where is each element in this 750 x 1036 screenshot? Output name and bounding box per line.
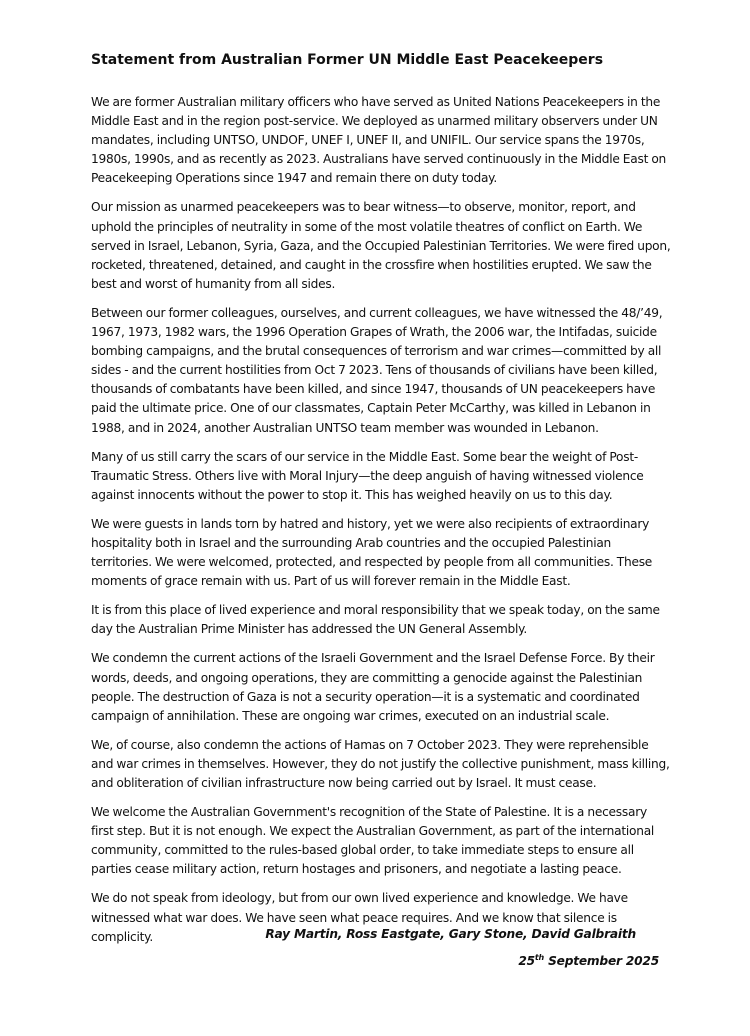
paragraph-scars: Many of us still carry the scars of our service in the Middle East. Some bear the weight of Post-Traumatic Stress. Others live with Moral Injury—the deep anguish of having witnessed violence against innocents without the power to stop it. This has weighed heavily on us to this day. [91, 449, 644, 502]
statement-body [91, 93, 671, 957]
paragraph-recognition: We welcome the Australian Government's recognition of the State of Palestine. It is a necessary first step. But it is not enough. We expect the Australian Government, as part of the international community, committed to the rules-based global order, to take immediate steps to ensure all parties cease military action, return hostages and prisoners, and negotiate a lasting peace. [91, 805, 655, 877]
date-month-year: September 2025 [548, 954, 659, 968]
paragraph-conflicts-witnessed: Between our former colleagues, ourselves, and current colleagues, we have witnessed the 48/’49, 1967, 1973, 1982 wars, the 1996 Operation Grapes of Wrath, the 2006 war, the Intifadas, suicide bombing campaigns, and the brutal consequences of terrorism and war crimes—committed by all sides - and the current hostilities from Oct 7 2023. Tens of thousands of civilians have been killed, thousands of combatants have been killed, and since 1947, thousands of UN peacekeepers have paid the ultimate price. One of our classmates, Captain Peter McCarthy, was killed in Lebanon in 1988, and in 2024, another Australian UNTSO team member was wounded in Lebanon. [91, 305, 663, 435]
paragraph-condemn-israel: We condemn the current actions of the Israeli Government and the Israel Defense Force. By their words, deeds, and ongoing operations, they are committing a genocide against the Palestinian people. The destruction of Gaza is not a security operation—it is a systematic and coordinated campaign of annihilation. These are ongoing war crimes, executed on an industrial scale. [91, 651, 655, 723]
paragraph-hospitality: We were guests in lands torn by hatred and history, yet we were also recipients of extraordinary hospitality both in Israel and the surrounding Arab countries and the occupied Palestinian territories. We were welcomed, protected, and respected by people from all communities. These moments of grace remain with us. Part of us will forever remain in the Middle East. [91, 516, 653, 589]
paragraph-mission: Our mission as unarmed peacekeepers was to bear witness—to observe, monitor, report, and uphold the principles of neutrality in some of the most volatile theatres of conflict on Earth. We served in Israel, Lebanon, Syria, Gaza, and the Occupied Palestinian Territories. We were fired upon, rocketed, threatened, detained, and caught in the crossfire when hostilities erupted. We saw the best and worst of humanity from all sides. [91, 200, 671, 291]
date-day: 25 [518, 954, 535, 968]
signatories: Ray Martin, Ross Eastgate, Gary Stone, David Galbraith [265, 927, 636, 941]
statement-title: Statement from Australian Former UN Middle East Peacekeepers [91, 52, 604, 68]
date-ordinal-suffix: th [534, 952, 545, 962]
paragraph-lived-experience: It is from this place of lived experience and moral responsibility that we speak today, on the same day the Australian Prime Minister has addressed the UN General Assembly. [91, 603, 660, 637]
paragraph-condemn-hamas: We, of course, also condemn the actions of Hamas on 7 October 2023. They were reprehensible and war crimes in themselves. However, they do not justify the collective punishment, mass killing, and obliteration of civilian infrastructure now being carried out by Israel. It must cease. [91, 737, 670, 790]
paragraph-service-background: We are former Australian military officers who have served as United Nations Peacekeepers in the Middle East and in the region post-service. We deployed as unarmed military observers under UN mandates, including UNTSO, UNDOF, UNEF I, UNEF II, and UNIFIL. Our service spans the 1970s, 1980s, 1990s, and as recently as 2023. Australians have served continuously in the Middle East on Peacekeeping Operations since 1947 and remain there on duty today. [91, 95, 667, 186]
statement-date [518, 952, 659, 971]
paragraph-closing: We do not speak from ideology, but from our own lived experience and knowledge. We have witnessed what war does. We have seen what peace requires. And we know that silence is complicity. [91, 891, 628, 944]
